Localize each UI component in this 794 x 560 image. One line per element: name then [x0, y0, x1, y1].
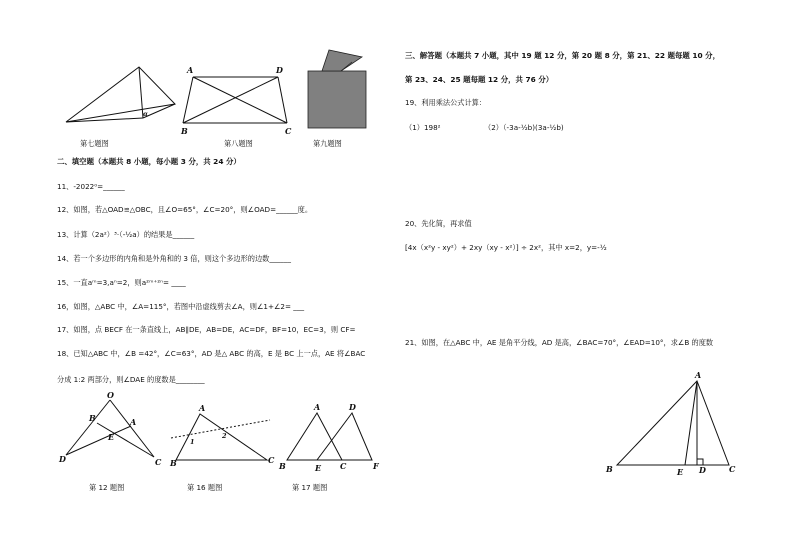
caption-fig8: 第八题图	[224, 139, 253, 148]
fig12-label-A: A	[130, 417, 137, 427]
caption-fig16: 第 16 题图	[187, 483, 223, 492]
question-19-part1: （1）198²	[405, 123, 441, 132]
fig16-label-2: 2	[222, 432, 227, 440]
fig8-label-A: A	[187, 65, 194, 75]
question-20-expression: [4x（x²y - xy²）+ 2xy（xy - x²）] ÷ 2x²，其中 x=2，y=-½	[405, 243, 607, 252]
question-12: 12、如图，若△OAD≌△OBC，且∠O=65°，∠C=20°，则∠OAD=______度。	[57, 205, 313, 214]
fig8-label-C: C	[285, 126, 292, 136]
fig16-label-A: A	[199, 403, 206, 413]
fig17-label-B: B	[279, 461, 286, 471]
fig21-label-D: D	[699, 465, 706, 475]
fig17-label-C: C	[340, 461, 347, 471]
fig12-label-D: D	[59, 454, 66, 464]
fig12-label-B: B	[89, 413, 96, 423]
fig17-label-F: F	[373, 461, 379, 471]
question-21: 21、如图，在△ABC 中，AE 是角平分线，AD 是高，∠BAC=70°，∠EAD=10°，求∠B 的度数	[405, 338, 714, 347]
fig16-label-B: B	[170, 458, 177, 468]
question-17: 17、如图，点 BECF 在一条直线上，AB∥DE，AB=DE，AC=DF，BF=10，EC=3，则 CF=	[57, 325, 356, 334]
section2-header: 二、填空题（本题共 8 小题，每小题 3 分，共 24 分）	[57, 157, 241, 166]
question-16: 16，如图，△ABC 中，∠A=115°，若图中沿虚线剪去∠A，则∠1+∠2= ___	[57, 302, 305, 311]
question-18-line1: 18、已知△ABC 中，∠B =42°，∠C=63°，AD 是△ ABC 的高，E 是 BC 上一点，AE 将∠BAC	[57, 349, 366, 358]
caption-fig17: 第 17 题图	[292, 483, 328, 492]
fig12-label-E: E	[108, 432, 115, 442]
fig12-label-O: O	[107, 390, 114, 400]
question-19-part2: （2）（-3a-½b)(3a-½b)	[484, 123, 564, 132]
caption-fig12: 第 12 题图	[89, 483, 125, 492]
caption-fig7: 第七题图	[80, 139, 109, 148]
fig8-label-D: D	[276, 65, 283, 75]
fig8-label-B: B	[181, 126, 188, 136]
question-11: 11、-2022⁰=______	[57, 182, 125, 191]
fig17-label-D: D	[349, 402, 356, 412]
fig21-label-E: E	[677, 467, 684, 477]
fig21-label-B: B	[606, 464, 613, 474]
question-20: 20、先化简，再求值	[405, 219, 472, 228]
question-18-line2: 分成 1:2 两部分，则∠DAE 的度数是________	[57, 375, 205, 384]
fig17-label-A: A	[314, 402, 321, 412]
fig16-label-1: 1	[190, 438, 195, 446]
fig21-label-C: C	[729, 464, 736, 474]
section3-header-line2: 第 23、24、25 题每题 12 分，共 76 分）	[405, 75, 554, 84]
fig17-label-E: E	[315, 463, 322, 473]
caption-fig9: 第九题图	[313, 139, 342, 148]
question-19: 19、利用乘法公式计算：	[405, 98, 487, 107]
section3-header-line1: 三、解答题（本题共 7 小题，其中 19 题 12 分，第 20 题 8 分，第 21、22 题每题 10 分，	[405, 51, 720, 60]
fig21-label-A: A	[695, 370, 702, 380]
question-13: 13、计算（2a²）³·（-½a）的结果是______	[57, 230, 195, 239]
fig7-alpha-label: α	[143, 110, 149, 118]
question-15: 15、一直aᵐ=3,aⁿ=2，则a²ᵐ⁺²ⁿ= ____	[57, 278, 186, 287]
fig16-label-C: C	[268, 455, 275, 465]
fig12-label-C: C	[155, 457, 162, 467]
question-14: 14、若一个多边形的内角和是外角和的 3 倍，则这个多边形的边数______	[57, 254, 291, 263]
